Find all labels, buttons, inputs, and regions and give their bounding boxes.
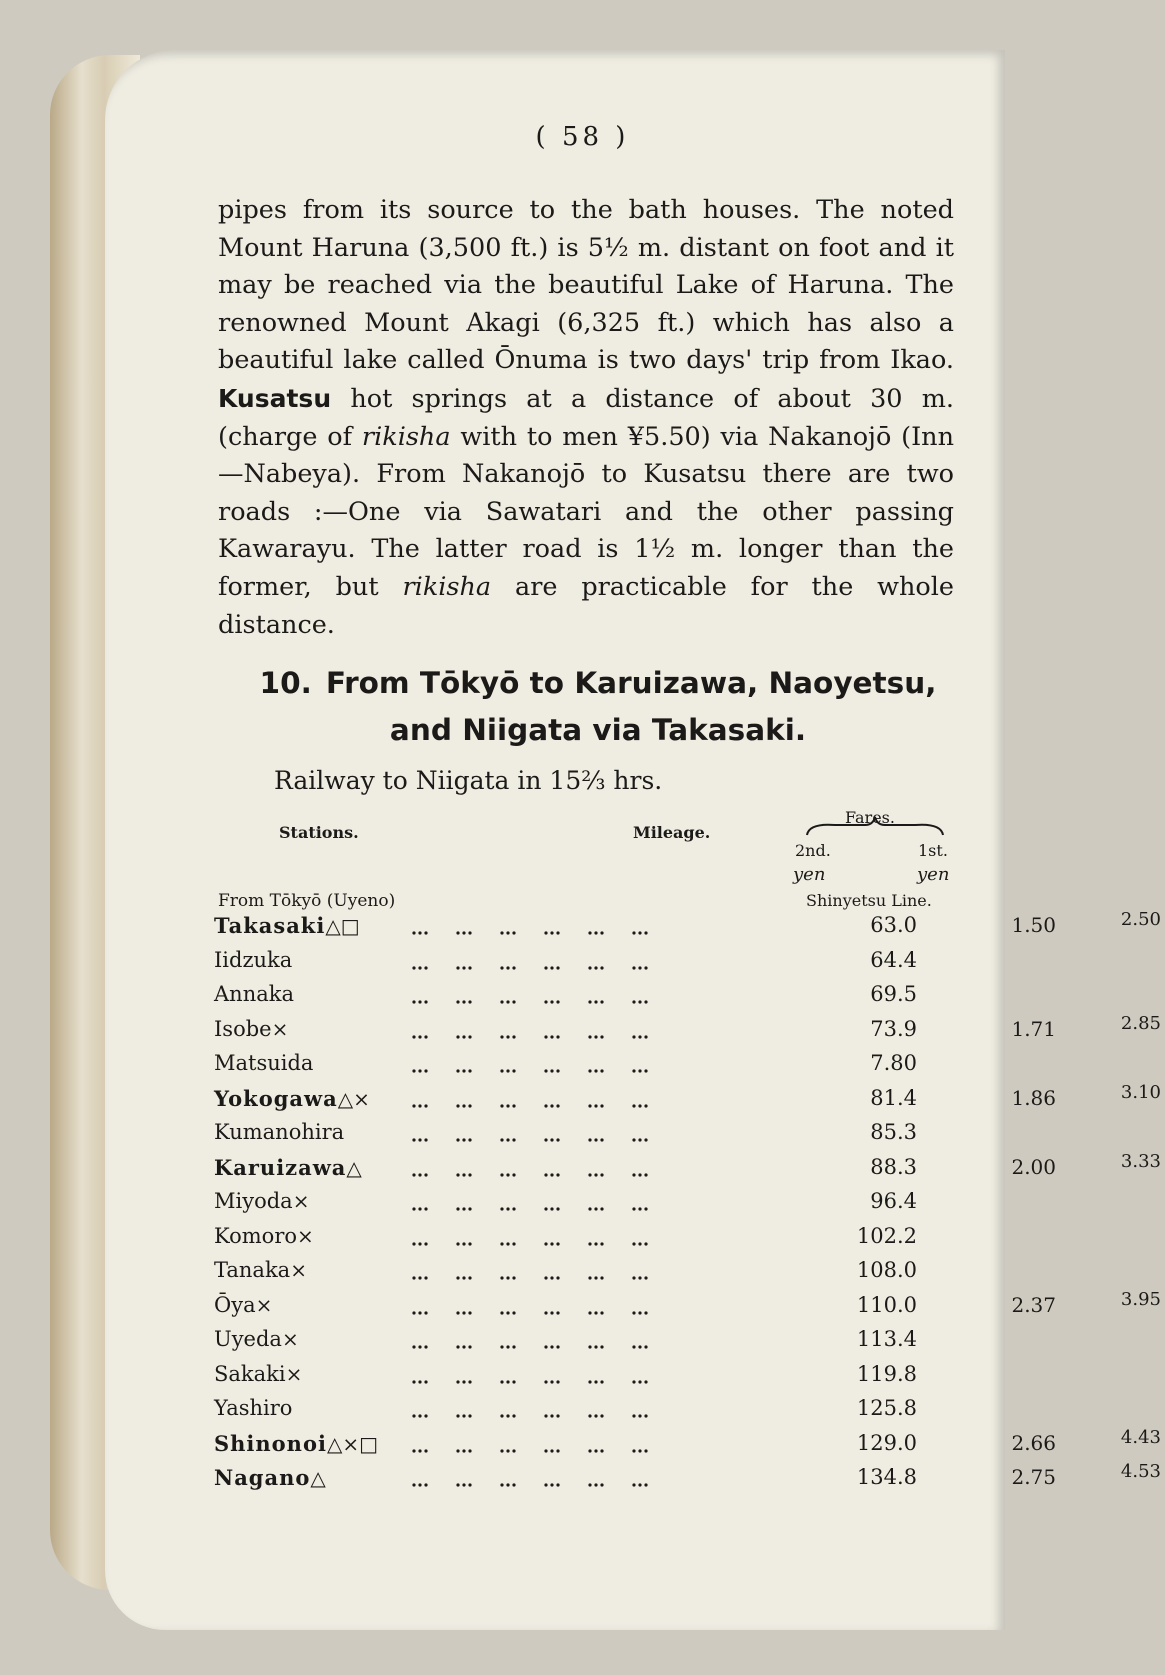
mileage-value: 108.0	[856, 1258, 917, 1282]
station-symbols: △×	[337, 1086, 370, 1111]
mileage-value: 119.8	[856, 1361, 917, 1386]
fare-first-class: 4.43	[1120, 1426, 1161, 1448]
section-title-text-1: From Tōkyō to Karuizawa, Naoyetsu,	[325, 666, 937, 700]
station-symbols: ×	[285, 1361, 303, 1386]
table-row	[214, 982, 974, 1012]
station-label: Annaka	[214, 982, 294, 1006]
dot-leader	[214, 1469, 654, 1491]
mileage-value: 69.5	[870, 982, 917, 1006]
section-heading	[238, 660, 958, 754]
fare-second-class: 2.66	[1011, 1430, 1056, 1455]
dot-leader	[214, 1366, 654, 1388]
dot-leader	[214, 1331, 654, 1353]
paragraph-part-3: with to men ¥5.50) via Nakanojō (Inn—Nabeya). From Nakanojō to Kusatsu there are two roads :—One via Sawatari and the other passing Kawarayu. The latter road is 1½ m. longer than the former, but	[218, 421, 954, 602]
station-symbols: ×	[290, 1258, 307, 1282]
dot-leader	[214, 1159, 654, 1181]
fares-header: Fares.	[845, 808, 895, 827]
fare-first-class: 2.50	[1120, 909, 1161, 930]
mileage-value: 129.0	[856, 1430, 917, 1455]
dot-leader	[214, 1193, 654, 1215]
station-label: Nagano	[214, 1465, 311, 1490]
table-row	[214, 1461, 1161, 1495]
mileage-value: 113.4	[856, 1327, 917, 1351]
station-label: Shinonoi	[214, 1430, 327, 1456]
dot-leader	[214, 1228, 654, 1250]
mileage-value: 88.3	[870, 1154, 917, 1179]
mileage-value: 110.0	[856, 1292, 917, 1317]
station-label: Iidzuka	[214, 947, 293, 972]
dot-leader	[214, 1262, 654, 1284]
station-label: Karuizawa	[214, 1154, 347, 1180]
station-label: Isobe	[214, 1016, 272, 1041]
mileage-value: 73.9	[870, 1016, 917, 1041]
paragraph-text	[218, 192, 954, 644]
paragraph	[218, 192, 954, 644]
station-label: Takasaki	[214, 913, 326, 938]
table-row	[214, 1288, 1161, 1323]
fare-first-class: 3.10	[1120, 1081, 1161, 1103]
dot-leader	[214, 986, 654, 1008]
table-row	[214, 1051, 974, 1081]
table-row	[214, 909, 1161, 943]
station-symbols: ×	[297, 1223, 314, 1248]
route-line: Railway to Niigata in 15⅔ hrs.	[274, 766, 663, 795]
table-row	[214, 1224, 974, 1254]
fare-first-class: 3.33	[1120, 1150, 1161, 1172]
page-number: ( 58 )	[535, 122, 630, 152]
station-symbols: ×	[281, 1327, 299, 1351]
table-row	[214, 1120, 974, 1150]
stations-header: Stations.	[279, 823, 359, 842]
fare-second-class: 1.71	[1011, 1016, 1056, 1041]
dot-leader	[214, 917, 654, 939]
kusatsu-bold: Kusatsu	[218, 383, 332, 413]
fares-brace	[805, 815, 945, 839]
station-label: Miyoda	[214, 1189, 293, 1213]
station-label: Matsuida	[214, 1051, 314, 1075]
second-class-header: 2nd.	[795, 841, 831, 860]
fare-second-class: 2.37	[1011, 1292, 1056, 1317]
table-row	[214, 1258, 974, 1288]
fare-second-class: 2.75	[1011, 1465, 1056, 1489]
dot-leader	[214, 1021, 654, 1043]
station-symbols: ×	[292, 1189, 310, 1213]
paragraph-part-4: are practicable for the whole distance.	[218, 571, 954, 640]
table-row	[214, 1396, 974, 1426]
fare-second-class: 1.50	[1011, 913, 1056, 937]
section-title-line-2: and Niigata via Takasaki.	[389, 713, 807, 747]
table-row	[214, 1150, 1161, 1185]
station-label: Ōya	[214, 1292, 256, 1317]
mileage-value: 96.4	[870, 1189, 917, 1213]
station-label: Yashiro	[214, 1396, 293, 1420]
mileage-value: 125.8	[856, 1396, 917, 1420]
fare-second-class: 1.86	[1011, 1085, 1056, 1110]
fare-second-class: 2.00	[1011, 1154, 1056, 1179]
station-symbols: △	[346, 1155, 362, 1180]
table-row	[214, 1081, 1161, 1116]
first-class-header: 1st.	[918, 841, 948, 860]
dot-leader	[214, 1297, 654, 1319]
mileage-value: 64.4	[870, 947, 917, 972]
fare-first-class: 3.95	[1120, 1288, 1161, 1310]
station-label: Tanaka	[214, 1258, 291, 1282]
rikisha-italic-2: rikisha	[402, 571, 492, 602]
table-row	[214, 1327, 974, 1357]
station-label: Sakaki	[214, 1361, 286, 1386]
line-label: Shinyetsu Line.	[806, 891, 932, 910]
dot-leader	[214, 1124, 654, 1146]
table-row	[214, 1189, 974, 1219]
dot-leader	[214, 1435, 654, 1457]
first-class-unit: yen	[917, 864, 950, 885]
station-label: Kumanohira	[214, 1120, 345, 1144]
dot-leader	[214, 1400, 654, 1422]
station-symbols: ×	[271, 1016, 289, 1041]
station-label: Uyeda	[214, 1327, 282, 1351]
section-title-line-1	[238, 660, 958, 707]
mileage-value: 85.3	[870, 1120, 917, 1144]
station-label: Yokogawa	[214, 1085, 338, 1111]
dot-leader	[214, 952, 654, 974]
table-row	[214, 1012, 1161, 1047]
table-row	[214, 1362, 974, 1392]
station-symbols: △□	[325, 914, 360, 938]
mileage-value: 102.2	[856, 1223, 917, 1248]
mileage-value: 7.80	[870, 1051, 917, 1075]
mileage-value: 63.0	[870, 913, 917, 937]
station-label: Komoro	[214, 1223, 298, 1248]
mileage-value: 134.8	[856, 1465, 917, 1489]
mileage-value: 81.4	[870, 1085, 917, 1110]
dot-leader	[214, 1055, 654, 1077]
fare-first-class: 4.53	[1120, 1461, 1161, 1482]
station-symbols: △	[310, 1466, 326, 1490]
station-symbols: ×	[255, 1292, 273, 1317]
station-symbols: △×□	[326, 1431, 378, 1456]
paragraph-part-2: hot springs at a distance of about 30 m. (charge of	[218, 383, 954, 452]
fare-first-class: 2.85	[1120, 1012, 1161, 1034]
second-class-unit: yen	[793, 864, 826, 885]
dot-leader	[214, 1090, 654, 1112]
rikisha-italic-1: rikisha	[361, 421, 451, 452]
table-row	[214, 948, 974, 978]
section-number: 10.	[259, 666, 312, 700]
paragraph-part-1: pipes from its source to the bath houses. The noted Mount Haruna (3,500 ft.) is 5½ m. distant on foot and it may be reached via the beautiful Lake of Haruna. The renowned Mount Akagi (6,325 ft.) which has also a beautiful lake called Ōnuma is two days' trip from Ikao.	[218, 195, 954, 376]
from-label: From Tōkyō (Uyeno)	[218, 891, 396, 911]
table-row	[214, 1426, 1161, 1461]
mileage-header: Mileage.	[633, 823, 711, 842]
